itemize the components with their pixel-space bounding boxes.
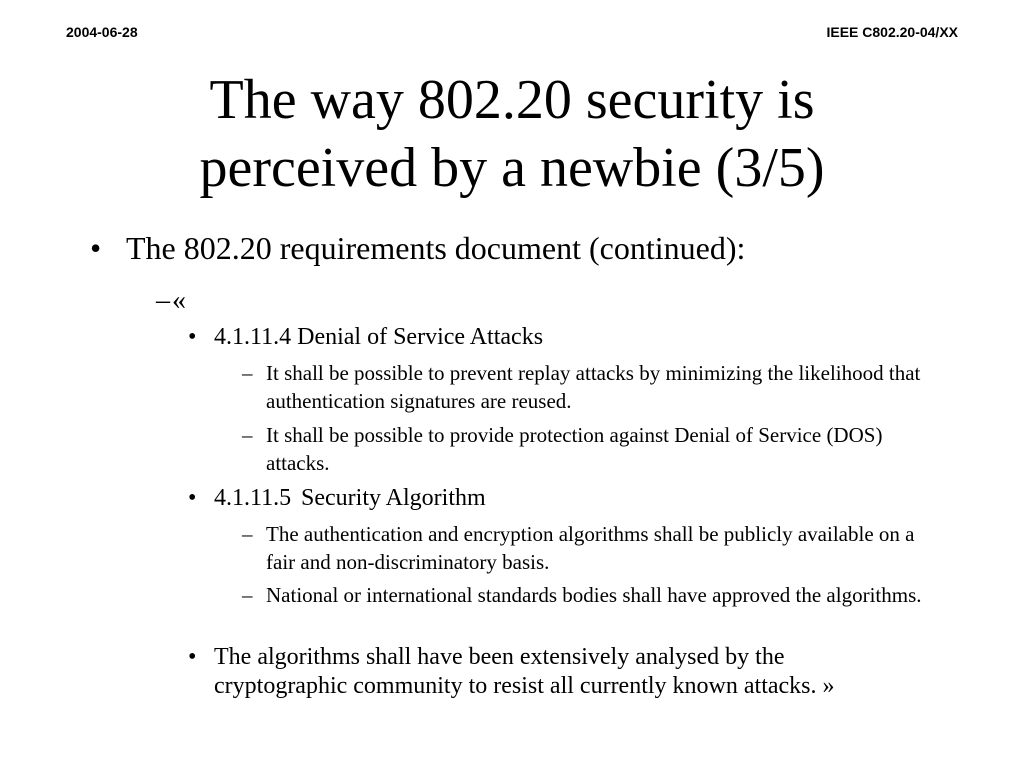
slide-title — [0, 66, 1024, 202]
section-number: 4.1.11.4 — [214, 324, 292, 350]
bullet-marker: • — [188, 485, 197, 511]
quote-open-text: « — [172, 285, 186, 316]
slide-title-line-1: The way 802.20 security is — [209, 69, 815, 131]
list-item-text: National or international standards bodies shall have approved the algorithms. — [266, 583, 922, 607]
section-heading: Security Algorithm — [301, 485, 486, 511]
list-item-text: It shall be possible to prevent replay attacks by minimizing the likelihood that authentication signatures are reused. — [266, 361, 921, 413]
section-number: 4.1.11.5 — [214, 485, 292, 511]
header-date: 2004-06-28 — [66, 24, 138, 40]
bullet-marker: • — [188, 324, 197, 350]
dash-marker: – — [242, 583, 253, 607]
dash-marker: – — [242, 522, 253, 546]
main-bullet-text: The 802.20 requirements document (continued): — [126, 230, 746, 266]
list-item-text: It shall be possible to provide protection against Denial of Service (DOS) attacks. — [266, 423, 883, 475]
bullet-marker: • — [188, 644, 197, 670]
section-heading: Denial of Service Attacks — [297, 324, 544, 350]
dash-marker: – — [242, 361, 253, 385]
slide-title-line-2: perceived by a newbie (3/5) — [199, 137, 825, 199]
dash-marker: – — [242, 423, 253, 447]
header-doc-id: IEEE C802.20-04/XX — [826, 24, 958, 40]
dash-marker: – — [156, 285, 170, 316]
closing-text: The algorithms shall have been extensively analysed by the cryptographic community to resist all currently known attacks. » — [214, 644, 835, 699]
bullet-marker: • — [90, 230, 102, 266]
list-item-text: The authentication and encryption algorithms shall be publicly available on a fair and non-discriminatory basis. — [266, 522, 915, 574]
